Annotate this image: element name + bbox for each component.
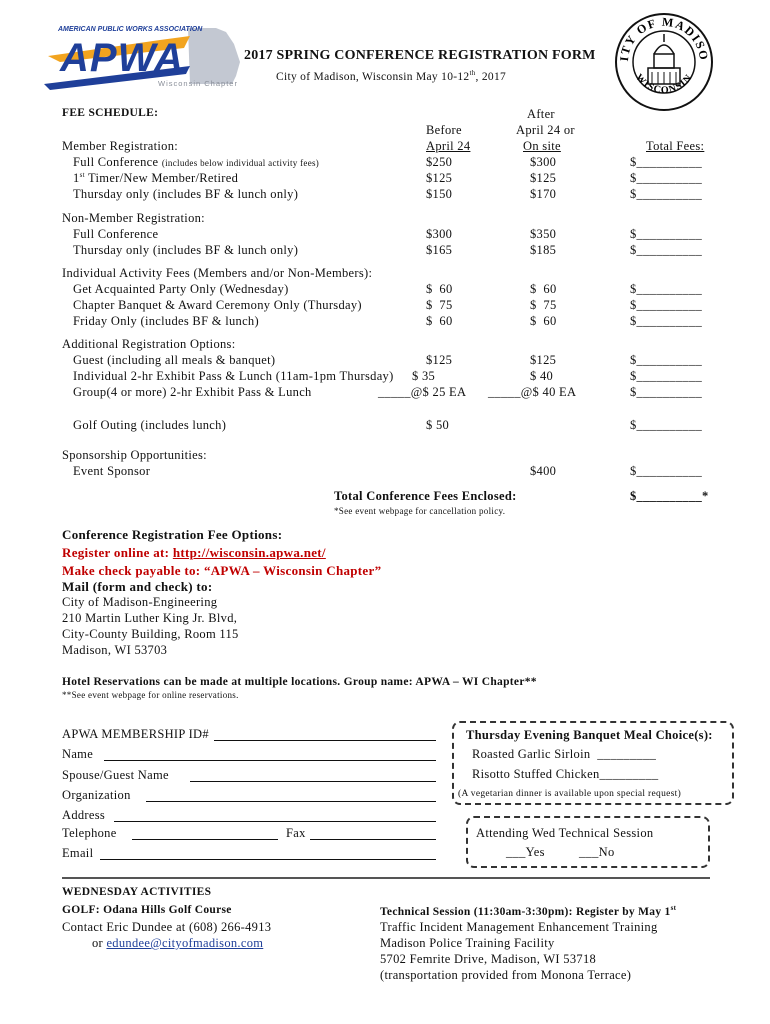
fee-row-label	[73, 171, 238, 186]
telephone-label: Telephone	[62, 826, 117, 840]
golf-course-title: GOLF: Odana Hills Golf Course	[62, 904, 232, 916]
fee-after: $125	[530, 171, 557, 185]
col-after-line1: After	[527, 107, 555, 121]
subtitle-sup: th	[469, 69, 476, 77]
mail-address-line: 210 Martin Luther King Jr. Blvd,	[62, 611, 238, 625]
tech-session-line: (transportation provided from Monona Terrace)	[380, 968, 632, 982]
subtitle-text: City of Madison, Wisconsin May 10-12	[276, 70, 470, 83]
fee-before: $ 75	[426, 298, 453, 312]
city-seal-graphic	[614, 12, 714, 112]
member-heading: Member Registration:	[62, 139, 179, 153]
options-heading: Conference Registration Fee Options:	[62, 527, 283, 542]
fee-row-sup: st	[79, 171, 85, 179]
col-after-line3: On site	[523, 139, 561, 153]
wednesday-heading: WEDNESDAY ACTIVITIES	[62, 886, 212, 898]
total-fees-field[interactable]: $__________*	[630, 489, 709, 503]
check-payable: Make check payable to: “APWA – Wisconsin Chapter”	[62, 563, 382, 578]
activity-heading: Individual Activity Fees (Members and/or Non-Members):	[62, 266, 373, 280]
hotel-reservations: Hotel Reservations can be made at multiple locations. Group name: APWA – WI Chapter**	[62, 676, 537, 688]
tech-session-title	[380, 904, 676, 918]
vegetarian-note: (A vegetarian dinner is available upon special request)	[458, 789, 682, 799]
register-label: Register online at:	[62, 545, 170, 560]
fee-row-label: Thursday only (includes BF & lunch only)	[73, 243, 299, 257]
fee-after: $ 75	[530, 298, 557, 312]
fax-field[interactable]	[310, 839, 436, 840]
additional-heading: Additional Registration Options:	[62, 337, 236, 351]
tech-session-sup: st	[670, 904, 677, 912]
mail-address-line: City-County Building, Room 115	[62, 627, 239, 641]
fee-total-field[interactable]: $__________	[630, 171, 703, 185]
email-label: Email	[62, 846, 94, 860]
name-label: Name	[62, 747, 94, 761]
fee-before: $ 35	[412, 369, 436, 383]
mail-address-line: Madison, WI 53703	[62, 643, 168, 657]
total-fees-label: Total Conference Fees Enclosed:	[334, 489, 517, 503]
fee-before: $125	[426, 171, 453, 185]
logo-association: AMERICAN PUBLIC WORKS ASSOCIATION	[58, 26, 203, 33]
fee-total-field[interactable]: $__________	[630, 298, 703, 312]
fee-total-field[interactable]: $__________	[630, 187, 703, 201]
fee-total-field[interactable]: $__________	[630, 155, 703, 169]
tech-session-line: Madison Police Training Facility	[380, 936, 555, 950]
fee-after: $ 60	[530, 314, 557, 328]
fee-before: $165	[426, 243, 453, 257]
golf-email-line	[92, 936, 263, 951]
address-field[interactable]	[114, 821, 436, 822]
city-seal	[614, 12, 714, 112]
fee-row-label: Guest (including all meals & banquet)	[73, 353, 276, 367]
name-field[interactable]	[104, 760, 436, 761]
fee-before: $150	[426, 187, 453, 201]
fee-before: $250	[426, 155, 453, 169]
group-quantity-after[interactable]: _____@$ 40 EA	[488, 385, 577, 399]
banquet-heading: Thursday Evening Banquet Meal Choice(s):	[466, 728, 713, 742]
col-before-line2: April 24	[426, 139, 471, 153]
spouse-label: Spouse/Guest Name	[62, 768, 169, 782]
organization-field[interactable]	[146, 801, 436, 802]
fee-before: $ 60	[426, 314, 453, 328]
fee-total-field[interactable]: $__________	[630, 353, 703, 367]
fee-row-label	[73, 155, 319, 170]
tech-session-title-text: Technical Session (11:30am-3:30pm): Register by May 1	[380, 905, 671, 918]
fee-total-field[interactable]: $__________	[630, 464, 703, 478]
fee-total-field[interactable]: $__________	[630, 282, 703, 296]
fee-before: $ 50	[426, 418, 450, 432]
fee-after: $125	[530, 353, 557, 367]
section-divider	[62, 877, 710, 879]
fee-row-label: Full Conference	[73, 227, 159, 241]
form-title: 2017 SPRING CONFERENCE REGISTRATION FORM	[244, 48, 596, 63]
telephone-field[interactable]	[132, 839, 278, 840]
organization-label: Organization	[62, 788, 131, 802]
technical-session-box	[466, 816, 710, 868]
fee-after: $350	[530, 227, 557, 241]
fee-total-field[interactable]: $__________	[630, 385, 703, 399]
fee-total-field[interactable]: $__________	[630, 369, 703, 383]
fee-total-field[interactable]: $__________	[630, 314, 703, 328]
fee-before: $125	[426, 353, 453, 367]
fee-row-label: Get Acquainted Party Only (Wednesday)	[73, 282, 289, 296]
fee-after: $170	[530, 187, 557, 201]
form-subtitle	[276, 69, 506, 83]
banquet-option-sirloin[interactable]: Roasted Garlic Sirloin _________	[472, 747, 657, 761]
fee-total-field[interactable]: $__________	[630, 243, 703, 257]
membership-id-label: APWA MEMBERSHIP ID#	[62, 727, 209, 741]
membership-id-field[interactable]	[214, 740, 436, 741]
address-label: Address	[62, 808, 106, 822]
col-after-line2: April 24 or	[516, 123, 575, 137]
fee-row-label: Chapter Banquet & Award Ceremony Only (Thursday)	[73, 298, 362, 312]
fee-after: $ 60	[530, 282, 557, 296]
fee-before: $300	[426, 227, 453, 241]
tech-session-line: 5702 Femrite Drive, Madison, WI 53718	[380, 952, 597, 966]
sponsor-heading: Sponsorship Opportunities:	[62, 448, 207, 462]
register-online	[62, 545, 326, 561]
logo-chapter: Wisconsin Chapter	[158, 79, 238, 88]
fee-row-label: Group(4 or more) 2-hr Exhibit Pass & Lunch	[73, 385, 312, 399]
seal-text-bottom: WISCONSIN	[633, 72, 695, 97]
fee-row-text: Timer/New Member/Retired	[84, 171, 239, 186]
or-text: or	[92, 936, 107, 950]
golf-contact: Contact Eric Dundee at (608) 266-4913	[62, 920, 272, 934]
apwa-logo	[40, 26, 240, 92]
fee-row-label: Golf Outing (includes lunch)	[73, 418, 227, 432]
fee-after: $400	[530, 464, 557, 478]
fee-row-text: Full Conference	[73, 155, 159, 169]
fee-row-label: Friday Only (includes BF & lunch)	[73, 314, 259, 328]
fee-schedule-heading: FEE SCHEDULE:	[62, 107, 159, 119]
fee-row-label: Thursday only (includes BF & lunch only)	[73, 187, 299, 201]
fee-row-label: Individual 2-hr Exhibit Pass & Lunch (11am-1pm Thursday)	[73, 369, 394, 383]
col-before-line1: Before	[426, 123, 462, 137]
fee-row-label: Event Sponsor	[73, 464, 151, 478]
banquet-option-chicken[interactable]: Risotto Stuffed Chicken_________	[472, 767, 659, 781]
golf-email-link[interactable]: edundee@cityofmadison.com	[106, 936, 264, 950]
subtitle-year: , 2017	[475, 70, 507, 83]
fee-after: $300	[530, 155, 557, 169]
fax-label: Fax	[286, 826, 306, 840]
fee-total-field[interactable]: $__________	[630, 418, 703, 432]
technical-session-answer[interactable]: ___Yes ___No	[506, 845, 615, 859]
mail-address-line: City of Madison-Engineering	[62, 595, 218, 609]
nonmember-heading: Non-Member Registration:	[62, 211, 205, 225]
fee-row-note: (includes below individual activity fees)	[161, 158, 320, 168]
logo-name: APWA	[60, 36, 184, 80]
spouse-field[interactable]	[190, 781, 436, 782]
fee-after: $185	[530, 243, 557, 257]
email-field[interactable]	[100, 859, 436, 860]
register-link[interactable]: http://wisconsin.apwa.net/	[172, 545, 326, 560]
fee-before: $ 60	[426, 282, 453, 296]
mail-label: Mail (form and check) to:	[62, 579, 213, 594]
seal-text-top: ITY OF MADISO	[616, 14, 712, 63]
tech-session-line: Traffic Incident Management Enhancement Training	[380, 920, 658, 934]
fee-row-text: 1	[73, 171, 80, 186]
col-total: Total Fees:	[646, 139, 705, 153]
cancellation-note: *See event webpage for cancellation policy.	[334, 506, 506, 516]
hotel-note: **See event webpage for online reservations.	[62, 690, 239, 700]
technical-session-question: Attending Wed Technical Session	[476, 826, 654, 840]
fee-total-field[interactable]: $__________	[630, 227, 703, 241]
group-quantity-before[interactable]: _____@$ 25 EA	[378, 385, 467, 399]
fee-after: $ 40	[530, 369, 554, 383]
